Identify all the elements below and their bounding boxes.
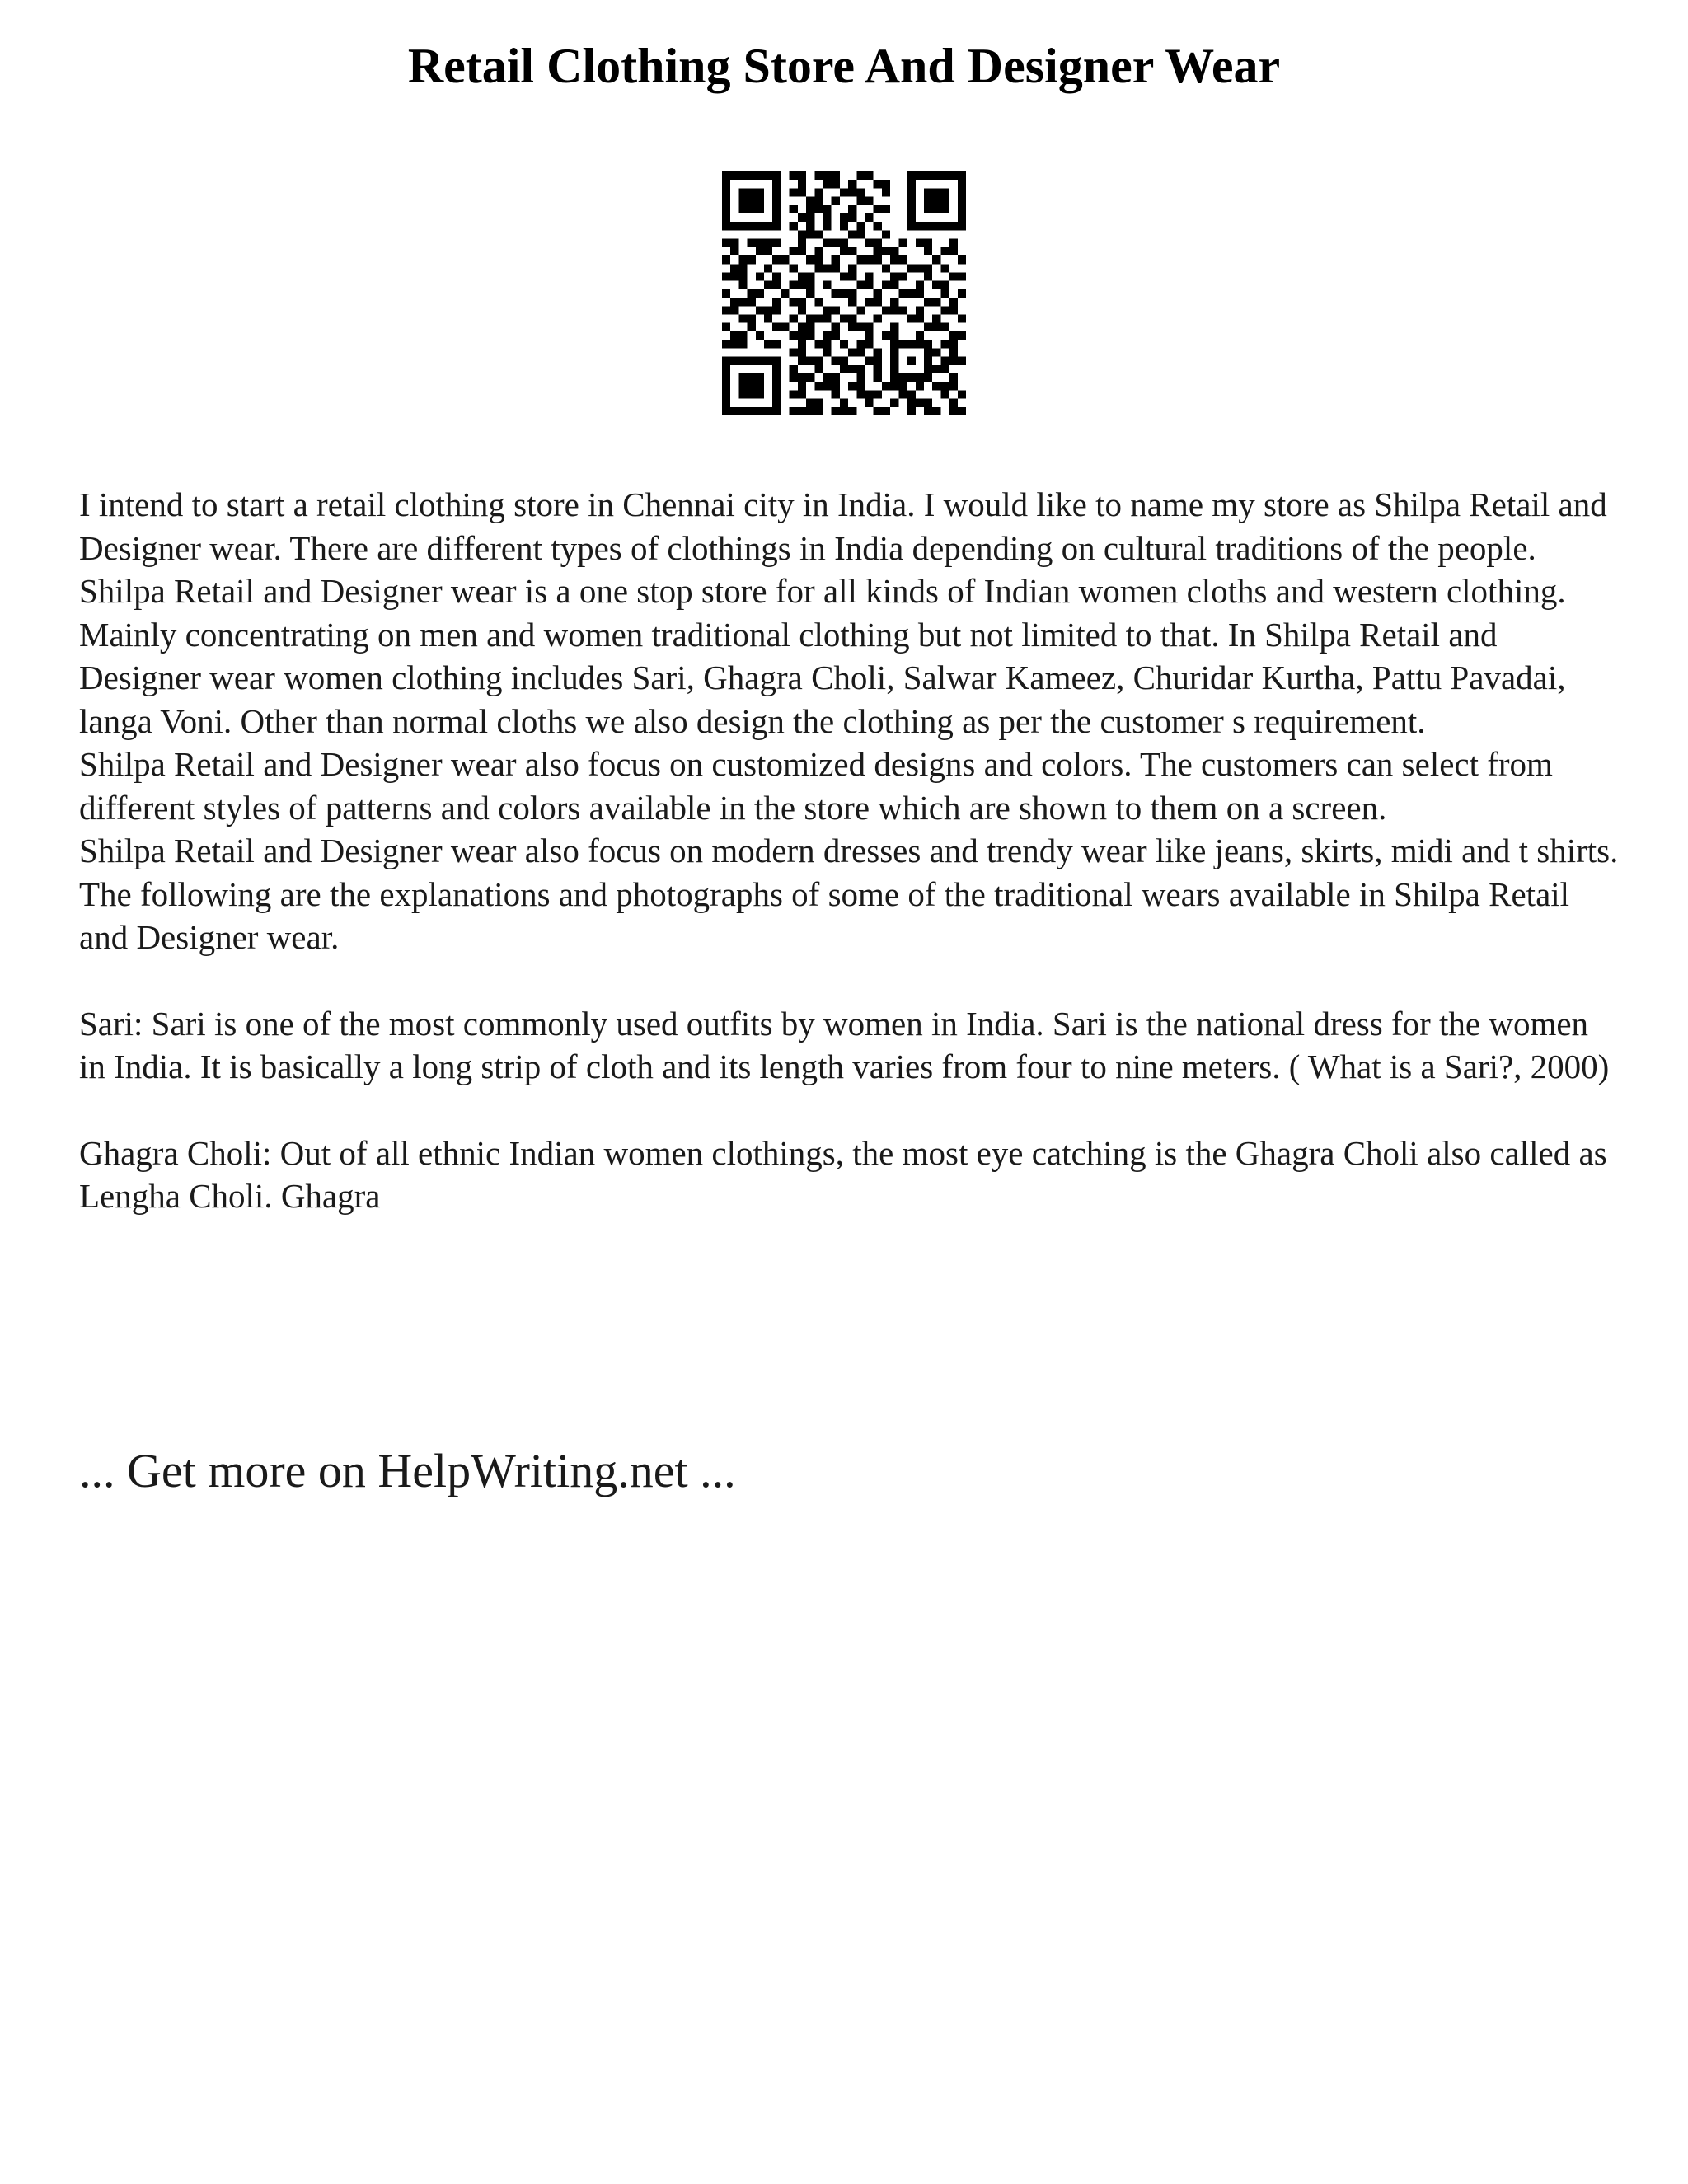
article-body <box>79 483 1620 1218</box>
paragraph-ghagra-choli: Ghagra Choli: Out of all ethnic Indian women clothings, the most eye catching is the Ghagra Choli also called as Lengha Choli. Ghagra <box>79 1133 1607 1215</box>
paragraph-spacer <box>79 1089 1620 1132</box>
qr-code-icon[interactable] <box>722 171 966 415</box>
paragraph-intro: I intend to start a retail clothing store in Chennai city in India. I would like to name my store as Shilpa Retail and Designer wear. There are different types of clothings in India depending on cultural traditions of the people. Shilpa Retail and Designer wear is a one stop store for all kinds of Indian women cloths and western clothing. <box>79 485 1607 610</box>
paragraph-spacer <box>79 959 1620 1002</box>
paragraph-modern-dresses: Shilpa Retail and Designer wear also focus on modern dresses and trendy wear like jeans, skirts, midi and t shirts. The following are the explanations and photographs of some of the traditional wears available in Shilpa Retail and Designer wear. <box>79 832 1619 956</box>
paragraph-customized-designs: Shilpa Retail and Designer wear also focus on customized designs and colors. The customers can select from different styles of patterns and colors available in the store which are shown to them on a screen. <box>79 745 1553 827</box>
page-title: Retail Clothing Store And Designer Wear <box>407 39 1281 93</box>
paragraph-traditional-clothing: Mainly concentrating on men and women traditional clothing but not limited to that. In Shilpa Retail and Designer wear women clothing includes Sari, Ghagra Choli, Salwar Kameez, Churidar Kurtha, Pattu Pavadai, langa Voni. Other than normal cloths we also design the clothing as per the customer s requirement. <box>79 615 1566 740</box>
get-more-link[interactable]: ... Get more on HelpWriting.net ... <box>79 1444 736 1497</box>
paragraph-sari: Sari: Sari is one of the most commonly used outfits by women in India. Sari is the national dress for the women in India. It is basically a long strip of cloth and its length varies from four to nine meters. ( What is a Sari?, 2000) <box>79 1004 1610 1085</box>
